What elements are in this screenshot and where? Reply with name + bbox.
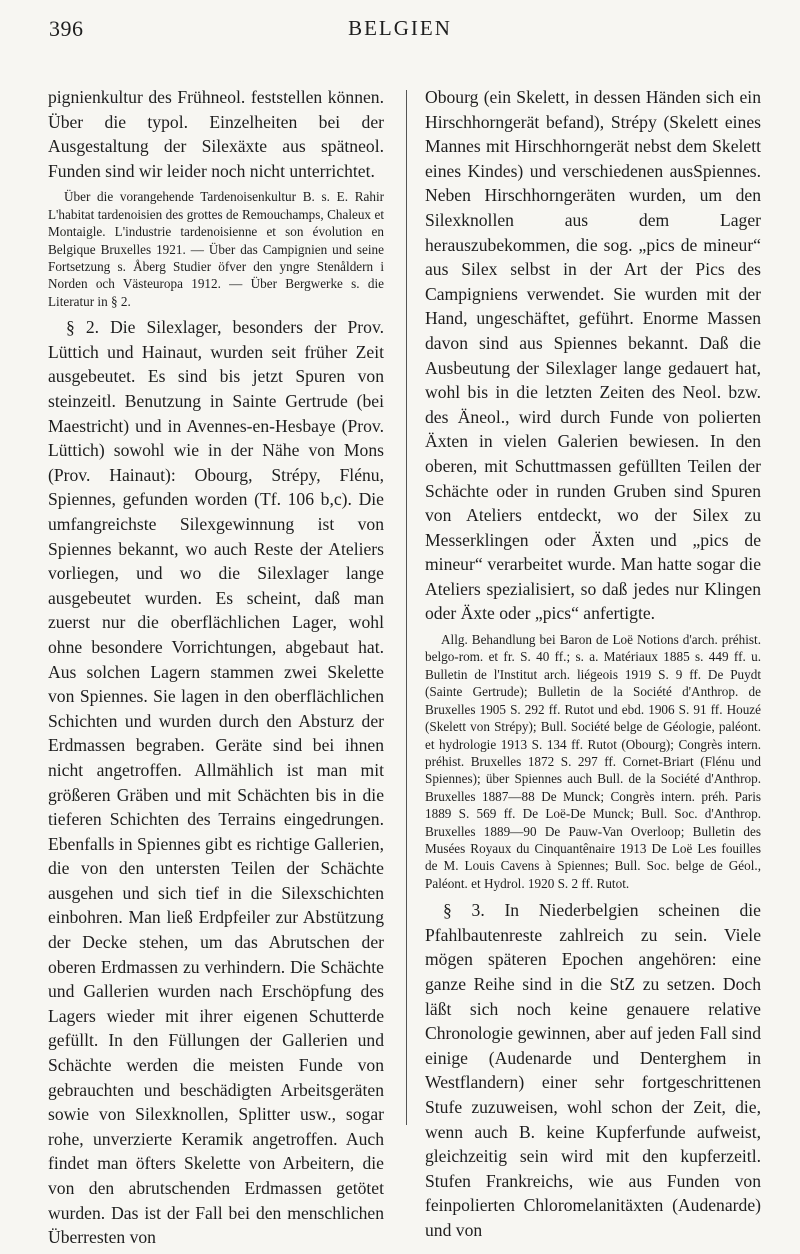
running-head: BELGIEN [348,16,452,40]
paragraph-continuation-right: Obourg (ein Skelett, in dessen Händen sich ein Hirschhorngerät befand), Strépy (Skelett eines Mannes mit Hirschhorngerät nebst dem Skelett eines Kindes) und verschiedenen ausSpiennes. Neben Hirschhorngeräten wurden, um den Silexknollen aus dem Lager herauszubekommen, die sog. „pics de mineur“ aus Silex selbst in der Art der Pics des Campigniens verwendet. Sie wurden mit der Hand, ungeschäftet, geführt. Enorme Massen davon sind aus Spiennes bekannt. Daß die Ausbeutung der Silexlager lange gedauert hat, wohl bis in die letzten Zeiten des Neol. bzw. des Äneol., wird durch Funde von polierten Äxten in vielen Galerien bewiesen. In den oberen, mit Schuttmassen gefüllten Teilen der Schächte oder in runden Gruben sind Spuren von Ateliers entdeckt, wo der Silex zu Messerklingen oder Äxten und „pics de mineur“ verarbeitet wurde. Man hatte sogar die Ateliers spezialisiert, so daß jedes nur Klingen oder Äxte oder „pics“ anfertigte. [425,87,761,624]
section-2-paragraph: § 2. Die Silexlager, besonders der Prov. Lüttich und Hainaut, wurden seit früher Zeit ausgebeutet. Es sind bis jetzt Spuren von steinzeitl. Benutzung in Sainte Gertrude (bei Maestricht) und in Avennes-en-Hesbaye (Prov. Lüttich) sowohl wie in der Nähe von Mons (Prov. Hainaut): Obourg, Strépy, Flénu, Spiennes, gefunden worden (Tf. 106 b,c). Die umfangreichste Silexgewinnung ist von Spiennes bekannt, wo auch Reste der Ateliers vorliegen, und wo die Silexlager lange ausgebeutet wurden. Es scheint, daß man zuerst nur die oberflächlichen Lager, wohl ohne besondere Vorrichtungen, abgebaut hat. Aus solchen Lagern stammen zwei Skelette von Spiennes. Sie lagen in den oberflächlichen Schichten und wurden durch den Absturz der Erdmassen begraben. Geräte sind bei ihnen nicht angetroffen. Allmählich ist man mit größeren Gräben und mit Schächten bis in die tieferen Schichten des Terrains eingedrungen. Ebenfalls in Spiennes gibt es richtige Gallerien, die von den untersten Teilen der Schächte ausgehen und sich tief in die Silexschichten einbohren. Man ließ Erdpfeiler zur Abstützung der Decke stehen, um das Abrutschen der oberen Erdmassen zu verhindern. Die Schächte und Gallerien wurden nach Erschöpfung des Lagers wieder mit ihrer eigenen Schutterde gefüllt. In den Füllungen der Gallerien und Schächte werden die meisten Funde von gebrauchten und beschädigten Arbeitsgeräten sowie von Silexknollen, Splitter usw., sogar rohe, unverzierte Keramik angetroffen. Auch findet man öfters Skelette von Arbeitern, die von den abrutschenden Erdmassen getötet wurden. Das ist der Fall bei den menschlichen Überresten von [48,317,384,1248]
left-column [48,85,384,1250]
right-column [425,85,761,1242]
paragraph-continuation: pignienkultur des Frühneol. feststellen können. Über die typol. Einzelheiten bei der Ausgestaltung der Silexäxte aus spätneol. Funden sind wir leider noch nicht unterrichtet. [48,87,384,181]
column-divider [406,90,407,1125]
section-3-paragraph: § 3. In Niederbelgien scheinen die Pfahlbautenreste zahlreich zu sein. Viele mögen späteren Epochen angehören: eine ganze Reihe sind in die StZ zu setzen. Doch läßt sich noch keine genauere relative Chronologie gewinnen, aber auf jeden Fall sind einige (Audenarde und Denterghem in Westflandern) einer sehr fortgeschrittenen Stufe zuzuweisen, wohl schon der Zeit, die, wenn auch B. keine Kupferfunde aufweist, gleichzeitig sein wird mit den kupferzeitl. Stufen Frankreichs, wie aus Funden von feinpolierten Chloromelanitäxten (Audenarde) und von [425,900,761,1240]
literature-note: Über die vorangehende Tardenoisenkultur B. s. E. Rahir L'habitat tardenoisien des grottes de Remouchamps, Chaleux et Montaigle. L'industrie tardenoisienne et son évolution en Belgique Bruxelles 1921. — Über das Campignien und seine Fortsetzung s. Åberg Studier öfver den yngre Stenåldern i Norden och Västeuropa 1912. — Über Bergwerke s. die Literatur in § 2. [48,189,384,309]
page-number: 396 [49,16,84,41]
literature-note-right: Allg. Behandlung bei Baron de Loë Notions d'arch. préhist. belgo-rom. et fr. S. 40 ff.; s. a. Matériaux 1885 s. 449 ff. u. Bulletin de l'Institut arch. liégeois 1919 S. 9 ff. De Puydt (Sainte Gertrude); Bulletin de la Société d'Anthrop. de Bruxelles 1905 S. 292 ff. Rutot und ebd. 1906 S. 91 ff. Houzé (Skelett von Strépy); Bull. Société belge de Géologie, paléont. et hydrologie 1913 S. 134 ff. Rutot (Obourg); Congrès intern. préhist. Bruxelles 1872 S. 297 ff. Cornet-Briart (Flénu und Spiennes); über Spiennes auch Bull. de la Société d'Anthrop. Bruxelles 1887—88 De Munck; Congrès intern. préh. Paris 1889 S. 569 ff. De Loë-De Munck; Bull. Soc. d'Anthrop. Bruxelles 1889—90 De Pauw-Van Overloop; Bulletin des Musées Royaux du Cinquantênaire 1913 De Loë Les fouilles de M. Louis Cavens à Spiennes; Bull. Soc. belge de Géol., Paléont. et Hydrol. 1920 S. 2 ff. Rutot. [425,632,761,891]
